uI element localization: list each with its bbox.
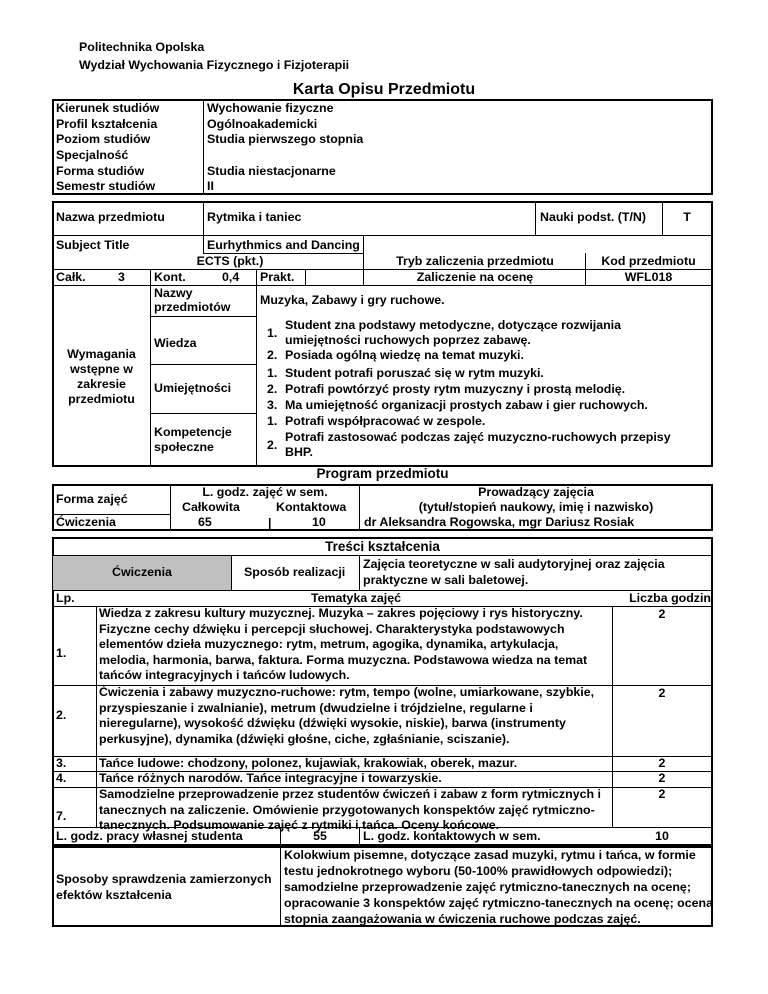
wiedza-text: Student zna podstawy metodyczne, dotyczące rozwijania — [285, 318, 621, 332]
calk-value: 3 — [118, 270, 125, 284]
kompetencje-text: Potrafi zastosować podczas zajęć muzyczno-ruchowych przepisy — [285, 430, 671, 444]
university-name: Politechnika Opolska — [79, 40, 205, 54]
kontaktowa-label: Kontaktowa — [276, 500, 347, 514]
row-lp: 3. — [56, 756, 67, 770]
study-label: Kierunek studiów — [56, 101, 160, 115]
kont-value: 0,4 — [222, 270, 240, 284]
subject-title-label: Subject Title — [56, 238, 130, 252]
study-label: Poziom studiów — [56, 132, 151, 146]
liczba-label: Liczba godzin — [629, 591, 711, 605]
kompetencje-label: społeczne — [154, 440, 214, 454]
wiedza-num: 2. — [267, 348, 278, 362]
prowadzacy-value: dr Aleksandra Rogowska, mgr Dariusz Rosiak — [364, 515, 635, 529]
requirements-label: zakresie — [77, 377, 126, 391]
requirements-label: przedmiotu — [68, 392, 135, 406]
umiejetnosci-num: 1. — [267, 366, 278, 380]
kod-value: WFL018 — [624, 270, 673, 284]
content-title: Treści kształcenia — [325, 539, 440, 554]
forma-label: Forma zajęć — [56, 492, 128, 506]
tryb-value: Zaliczenie na ocenę — [416, 270, 534, 284]
kompetencje-label: Kompetencje — [154, 425, 232, 439]
study-label: Profil kształcenia — [56, 117, 158, 131]
row-hours: 2 — [658, 771, 666, 785]
wiedza-label: Wiedza — [154, 336, 197, 350]
wiedza-num: 1. — [267, 326, 278, 340]
row-lp: 7. — [56, 809, 67, 823]
row-hours: 2 — [658, 756, 666, 770]
tryb-label: Tryb zaliczenia przedmiotu — [396, 254, 554, 268]
wiedza-text: umiejętności ruchowych poprzez zabawę. — [285, 333, 531, 347]
godz-label: L. godz. zajęć w sem. — [202, 485, 328, 499]
lp-label: Lp. — [56, 591, 75, 605]
row-text: Tańce ludowe: chodzony, polonez, kujawiak, krakowiak, oberek, mazur. — [99, 756, 518, 770]
umiejetnosci-text: Potrafi powtórzyć prosty rytm muzyczny i prostą melodię. — [285, 382, 626, 396]
kompetencje-num: 2. — [267, 438, 278, 452]
calkowita-value: 65 — [198, 515, 212, 529]
prowadzacy-label: Prowadzący zajęcia — [478, 485, 594, 499]
study-label: Semestr studiów — [56, 179, 156, 193]
program-title: Program przedmiotu — [316, 466, 449, 481]
row-lp: 4. — [56, 771, 67, 785]
sposoby-label: Sposoby sprawdzenia zamierzonych — [56, 872, 272, 886]
kompetencje-num: 1. — [267, 414, 278, 428]
faculty-name: Wydział Wychowania Fizycznego i Fizjoterapii — [79, 58, 350, 72]
kompetencje-text: BHP. — [285, 445, 314, 459]
umiejetnosci-text: Ma umiejętność organizacji prostych zabaw i gier ruchowych. — [285, 398, 648, 412]
row-text: Samodzielne przeprowadzenie przez studentów ćwiczeń i zabaw z form rytmicznych i tanecznych na zaliczenie. Omówienie przygotowanych konspektów zajęć rytmiczno-tanecznych. Podsumowanie zajęć z rytmiki i tańca. Oceny końcowe. — [99, 787, 601, 833]
study-value: Wychowanie fizyczne — [207, 101, 334, 115]
requirements-label: wstępne w — [70, 362, 133, 376]
row-lp: 1. — [56, 646, 67, 660]
study-value: II — [207, 179, 214, 193]
sposoby-value: Kolokwium pisemne, dotyczące zasad muzyki, rytmu i tańca, w formie testu jednokrotnego wyboru (50-100% prawidłowych odpowiedzi); samodzielne przeprowadzenie zajęć rytmiczno-tanecznych na ocenę; opracowanie 3 konspektów zajęć rytmiczno-tanecznych na ocenę; ocena stopnia zaangażowania w ćwiczenia ruchowe podczas zajęć. — [284, 848, 713, 926]
kont-label: Kont. — [154, 270, 186, 284]
kontaktowa-value: 10 — [312, 515, 326, 529]
row-hours: 2 — [658, 787, 666, 801]
form-value: Ćwiczenia — [112, 565, 172, 579]
kontakt-value: 10 — [655, 829, 669, 843]
prowadzacy-sub: (tytuł/stopień naukowy, imię i nazwisko) — [418, 500, 654, 514]
sposob-value: praktyczne w sali baletowej. — [363, 573, 529, 587]
tematyka-label: Tematyka zajęć — [310, 591, 401, 605]
calkowita-label: Całkowita — [182, 500, 240, 514]
study-value: Studia niestacjonarne — [207, 164, 336, 178]
sposoby-label: efektów kształcenia — [56, 888, 172, 902]
row-lp: 2. — [56, 708, 67, 722]
umiejetnosci-num: 2. — [267, 382, 278, 396]
calk-label: Całk. — [56, 270, 86, 284]
kontakt-label: L. godz. kontaktowych w sem. — [363, 829, 541, 843]
study-label: Specjalność — [56, 148, 129, 162]
nazwy-label: przedmiotów — [154, 300, 231, 314]
sposob-value: Zajęcia teoretyczne w sali audytoryjnej oraz zajęcia — [363, 557, 665, 571]
nazwy-label: Nazwy — [154, 286, 193, 300]
study-value: Studia pierwszego stopnia — [207, 132, 364, 146]
wlasna-value: 55 — [313, 829, 327, 843]
row-hours: 2 — [658, 607, 666, 621]
requirements-label: Wymagania — [67, 347, 136, 361]
study-label: Forma studiów — [56, 164, 145, 178]
ects-label: ECTS (pkt.) — [196, 254, 264, 268]
sposob-label: Sposób realizacji — [244, 565, 346, 579]
row-hours: 2 — [658, 686, 666, 700]
kompetencje-text: Potrafi współpracować w zespole. — [285, 414, 486, 428]
study-value: Ogólnoakademicki — [207, 117, 318, 131]
nauki-value: T — [683, 210, 691, 224]
value-separator: | — [268, 516, 272, 530]
row-text: Tańce różnych narodów. Tańce integracyjne i towarzyskie. — [99, 771, 442, 785]
wlasna-label: L. godz. pracy własnej studenta — [56, 829, 243, 843]
umiejetnosci-text: Student potrafi poruszać się w rytm muzyki. — [285, 366, 544, 380]
prakt-label: Prakt. — [260, 270, 295, 284]
umiejetnosci-num: 3. — [267, 398, 278, 412]
nazwy-value: Muzyka, Zabawy i gry ruchowe. — [260, 293, 445, 307]
nauki-label: Nauki podst. (T/N) — [540, 210, 647, 224]
course-name-label: Nazwa przedmiotu — [56, 210, 165, 224]
row-text: Ćwiczenia i zabawy muzyczno-ruchowe: rytm, tempo (wolne, umiarkowane, szybkie, przyspieszanie i zwalnianie), metrum (dwudzielne i trójdzielne, regularne i nieregularne), wysokość dźwięku (dźwięki wysokie, niskie), barwa (instrumenty perkusyjne), dynamika (dźwięki głośne, ciche, zgłaśnianie, sciszanie). — [99, 685, 595, 746]
row-text: Wiedza z zakresu kultury muzycznej. Muzyka – zakres pojęciowy i rys historyczny. Fizyczne cechy dźwięku i percepcji słuchowej. Charakterystyka podstawowych elementów dzieła muzycznego: rytm, metrum, agogika, dynamika, artykulacja, melodia, harmonia, barwa, faktura. Forma muzyczna. Podstawowa wiedza na temat tańców integracyjnych i tańców ludowych. — [99, 606, 588, 683]
forma-value: Ćwiczenia — [56, 515, 116, 529]
course-name: Rytmika i taniec — [207, 210, 302, 224]
subject-title: Eurhythmics and Dancing — [207, 238, 360, 252]
wiedza-text: Posiada ogólną wiedzę na temat muzyki. — [285, 348, 524, 362]
umiejetnosci-label: Umiejętności — [154, 381, 232, 395]
page-title: Karta Opisu Przedmiotu — [292, 81, 476, 98]
kod-label: Kod przedmiotu — [601, 254, 696, 268]
